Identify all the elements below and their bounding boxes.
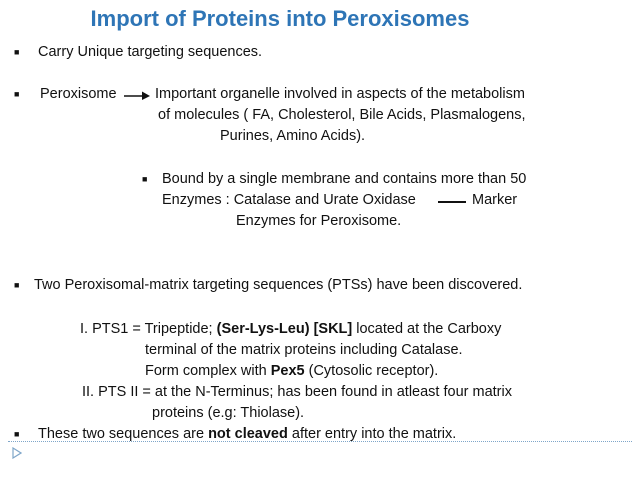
pts1-line3 — [145, 362, 438, 380]
pts1-complex-label: Form complex with — [145, 363, 267, 379]
square-bullet-icon: ■ — [14, 89, 20, 99]
membrane-line2b: Marker — [472, 192, 518, 208]
membrane-line1: Bound by a single membrane and contains more than 50 — [162, 171, 527, 187]
bullet-unique-targeting: Carry Unique targeting sequences. — [38, 44, 263, 60]
membrane-line2a: Enzymes : Catalase and Urate Oxidase — [162, 192, 416, 208]
pex5-term: Pex5 — [270, 363, 305, 379]
peroxisome-desc-line2: of molecules ( FA, Cholesterol, Bile Acids, Plasmalogens, — [158, 107, 526, 123]
pts1-sequence: (Ser-Lys-Leu) [SKL] — [216, 321, 353, 337]
not-cleaved-emphasis: not cleaved — [208, 426, 288, 442]
square-bullet-icon: ■ — [14, 280, 20, 290]
footer-divider — [8, 441, 632, 442]
peroxisome-desc-line1: Important organelle involved in aspects of the metabolism — [155, 86, 525, 102]
pts-discovered: Two Peroxisomal-matrix targeting sequences (PTSs) have been discovered. — [34, 277, 523, 293]
right-arrow-icon — [124, 90, 150, 100]
not-cleaved-suffix: after entry into the matrix. — [291, 426, 457, 442]
peroxisome-term: Peroxisome — [40, 86, 117, 102]
square-bullet-icon: ■ — [14, 429, 20, 439]
slide-title: Import of Proteins into Peroxisomes — [90, 6, 470, 31]
pts2-line1: II. PTS II = at the N-Terminus; has been found in atleast four matrix — [82, 384, 512, 400]
dash-connector — [438, 201, 466, 203]
pts1-line2: terminal of the matrix proteins including Catalase. — [145, 342, 463, 358]
square-bullet-icon: ■ — [14, 47, 20, 57]
pts1-location: located at the Carboxy — [356, 321, 502, 337]
membrane-line3: Enzymes for Peroxisome. — [236, 213, 402, 229]
pts1-receptor: (Cytosolic receptor). — [308, 363, 439, 379]
not-cleaved-prefix: These two sequences are — [38, 426, 205, 442]
peroxisome-desc-line3: Purines, Amino Acids). — [220, 128, 366, 144]
pts2-line2: proteins (e.g: Thiolase). — [152, 405, 305, 421]
pts1-line1 — [80, 320, 501, 338]
pts1-label: I. PTS1 = Tripeptide; — [80, 321, 213, 337]
square-bullet-icon: ■ — [142, 174, 148, 184]
play-triangle-icon[interactable] — [12, 447, 22, 459]
